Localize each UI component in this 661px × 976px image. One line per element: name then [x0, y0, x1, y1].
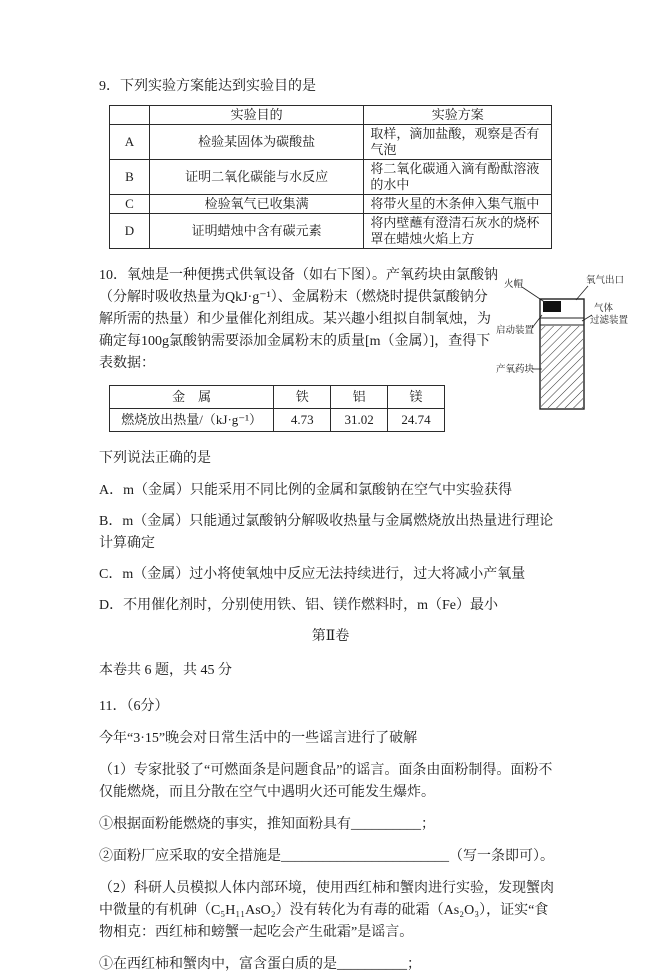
- question-11-part1-q2: ②面粉厂应采取的安全措施是________________________（写一条即可）。: [99, 849, 554, 864]
- row-plan: 将内壁蘸有澄清石灰水的烧杯罩在蜡烛火焰上方: [364, 214, 552, 249]
- header-purpose: 实验目的: [149, 106, 363, 125]
- oxygen-candle-figure: [496, 273, 628, 423]
- row-label: A: [110, 125, 150, 160]
- row-plan: 将二氧化碳通入滴有酚酞溶液的水中: [364, 160, 552, 195]
- question-11-part2-q1: ①在西红柿和蟹肉中，富含蛋白质的是__________；: [99, 957, 421, 972]
- header-empty: [110, 106, 150, 125]
- option-a: A．m（金属）只能采用不同比例的金属和氯酸钠在空气中实验获得: [99, 483, 512, 498]
- question-11-part1: （1）专家批驳了“可燃面条是问题食品”的谣言。面条由面粉制得。面粉不仅能燃烧，而且分散在空气中遇明火还可能发生爆炸。: [99, 763, 553, 800]
- table-row: [110, 214, 552, 249]
- question-9-table: [109, 105, 552, 249]
- table-row: [110, 160, 552, 195]
- option-d: D．不用催化剂时，分别使用铁、铝、镁作燃料时，m（Fe）最小: [99, 598, 498, 613]
- question-11-part1-q1: ①根据面粉能燃烧的事实，推知面粉具有__________；: [99, 817, 435, 832]
- row-plan: 取样，滴加盐酸，观察是否有气泡: [364, 125, 552, 160]
- option-c: C．m（金属）过小将使氧烛中反应无法持续进行，过大将减小产氧量: [99, 567, 526, 582]
- header-iron: 铁: [274, 386, 331, 409]
- question-10-prompt: 下列说法正确的是: [99, 451, 211, 466]
- question-11-number: 11．（6分）: [99, 699, 169, 714]
- row-label: B: [110, 160, 150, 195]
- header-magnesium: 镁: [388, 386, 445, 409]
- question-9-title: 9．下列实验方案能达到实验目的是: [99, 79, 316, 94]
- row-heat-label: 燃烧放出热量/（kJ·g⁻¹）: [110, 409, 274, 432]
- question-10-table: [109, 385, 445, 432]
- label-gas-filter-1: 气体: [594, 304, 614, 314]
- question-11-intro: 今年“3·15”晚会对日常生活中的一些谣言进行了破解: [99, 731, 418, 746]
- section-2-title: 第Ⅱ卷: [311, 629, 350, 644]
- section-2-subtitle: 本卷共 6 题，共 45 分: [99, 663, 232, 678]
- option-b: B．m（金属）只能通过氯酸钠分解吸收热量与金属燃烧放出热量进行理论计算确定: [99, 514, 554, 551]
- row-purpose: 检验某固体为碳酸盐: [149, 125, 363, 160]
- label-oxygen-block: 产氧药块: [496, 365, 535, 375]
- table-row: [110, 125, 552, 160]
- heat-magnesium: 24.74: [388, 409, 445, 432]
- question-10-options: [99, 480, 562, 617]
- heat-iron: 4.73: [274, 409, 331, 432]
- table-header-row: [110, 106, 552, 125]
- row-label: C: [110, 195, 150, 214]
- table-header-row: [110, 386, 445, 409]
- label-oxygen-outlet: 氧气出口: [586, 276, 625, 286]
- header-aluminum: 铝: [331, 386, 388, 409]
- heat-aluminum: 31.02: [331, 409, 388, 432]
- label-starter: 启动装置: [496, 326, 535, 336]
- question-11-part2: （2）科研人员模拟人体内部环境，使用西红柿和蟹肉进行实验，发现蟹肉中微量的有机砷（C₅H₁₁AsO₂）没有转化为有毒的砒霜（As₂O₃），证实“食物相克：西红柿和螃蟹一起吃会产生砒霜”是谣言。: [99, 881, 554, 940]
- row-plan: 将带火星的木条伸入集气瓶中: [364, 195, 552, 214]
- row-purpose: 检验氧气已收集满: [149, 195, 363, 214]
- row-purpose: 证明蜡烛中含有碳元素: [149, 214, 363, 249]
- label-fire-cap: 火帽: [504, 280, 524, 290]
- label-gas-filter-2: 过滤装置: [590, 316, 628, 326]
- table-row: [110, 409, 445, 432]
- header-metal: 金 属: [110, 386, 274, 409]
- oxygen-candle-diagram: [496, 273, 628, 423]
- question-10: [99, 265, 628, 617]
- header-plan: 实验方案: [364, 106, 552, 125]
- oxygen-block-hatch: [541, 326, 583, 408]
- table-row: [110, 195, 552, 214]
- row-purpose: 证明二氧化碳能与水反应: [149, 160, 363, 195]
- row-label: D: [110, 214, 150, 249]
- question-10-text: 10．氧烛是一种便携式供氧设备（如右下图）。产氧药块由氯酸钠（分解时吸收热量为QkJ·g⁻¹）、金属粉末（燃烧时提供氯酸钠分解所需的热量）和少量催化剂组成。某兴趣小组拟自制氧烛，为确定每100g氯酸钠需要添加金属粉末的质量[m（金属）]，查得下表数据：: [99, 268, 498, 371]
